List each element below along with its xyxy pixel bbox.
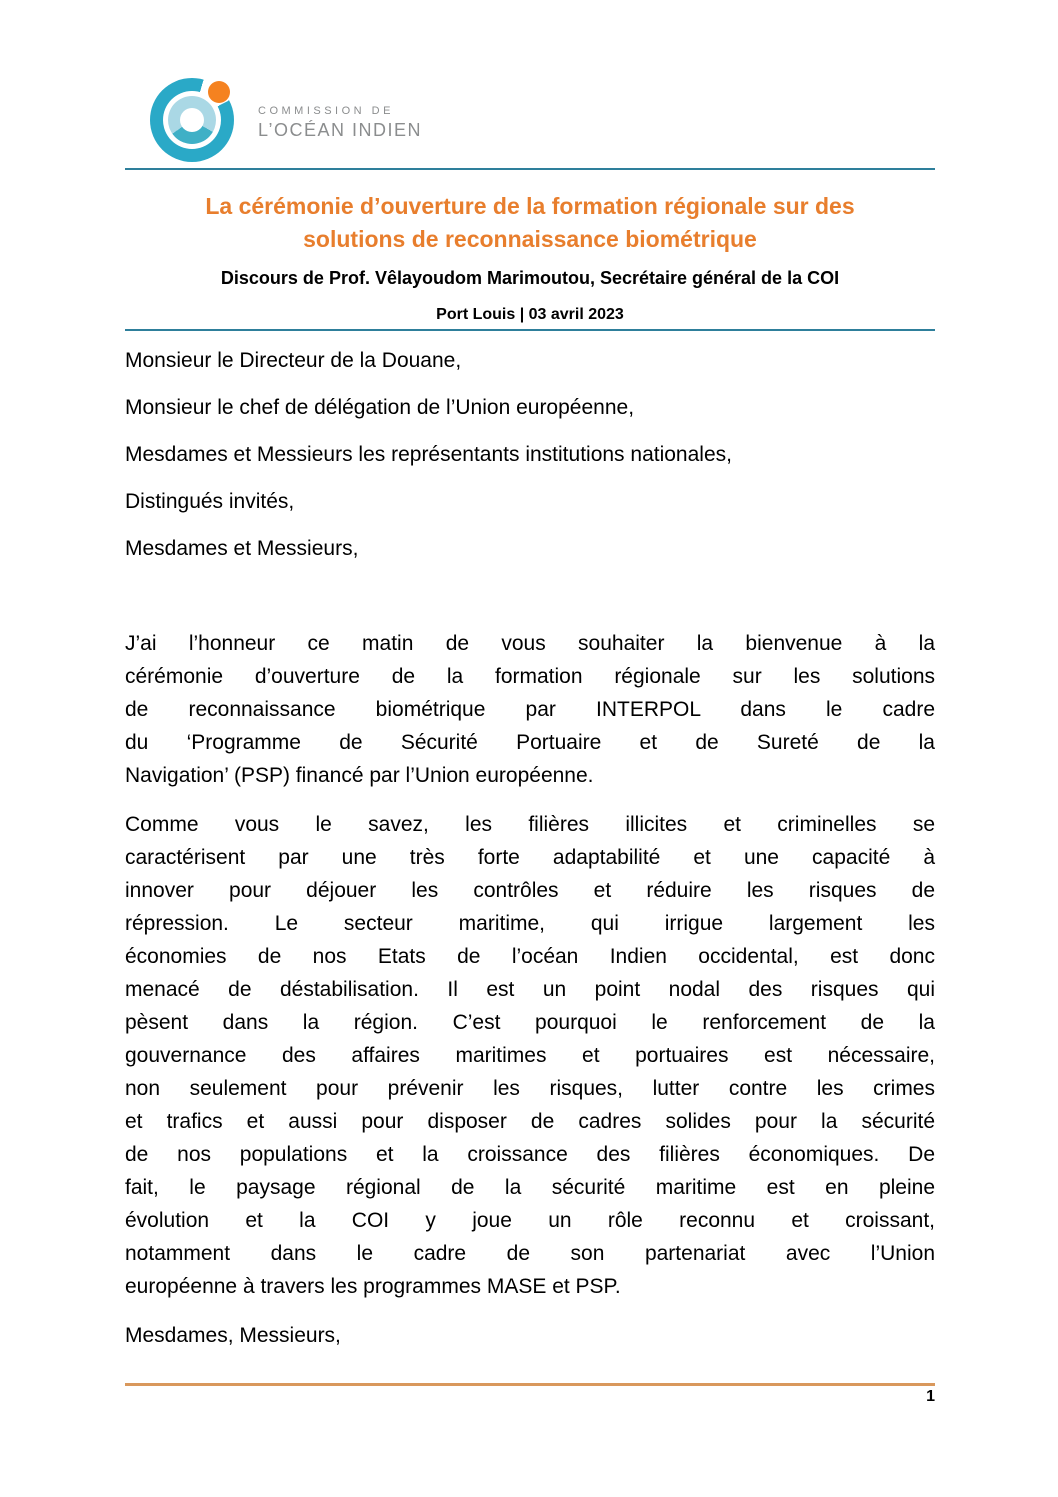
footer-rule [125, 1383, 935, 1386]
body-line: non seulement pour prévenir les risques, lutter contre les crimes [125, 1077, 935, 1100]
logo-org-name [258, 99, 422, 141]
salutation-line: Mesdames et Messieurs, [125, 537, 359, 560]
body-paragraph [125, 627, 935, 792]
document-title [125, 190, 935, 256]
body-line: notamment dans le cadre de son partenariat avec l’Union [125, 1242, 935, 1265]
header-rule-top [125, 168, 935, 170]
body-line: fait, le paysage régional de la sécurité maritime est en pleine [125, 1176, 935, 1199]
body-line: répression. Le secteur maritime, qui irrigue largement les [125, 912, 935, 935]
page-footer [125, 1383, 935, 1406]
body-line: cérémonie d’ouverture de la formation régionale sur les solutions [125, 665, 935, 688]
body-line: J’ai l’honneur ce matin de vous souhaiter la bienvenue à la [125, 632, 935, 655]
body-line: européenne à travers les programmes MASE et PSP. [125, 1275, 621, 1298]
body-line: économies de nos Etats de l’océan Indien occidental, est donc [125, 945, 935, 968]
closing-salutation: Mesdames, Messieurs, [125, 1324, 341, 1347]
header-rule-bottom [125, 329, 935, 331]
body-line: caractérisent par une très forte adaptabilité et une capacité à [125, 846, 935, 869]
logo-center [180, 108, 204, 132]
document-title-line2: solutions de reconnaissance biométrique [303, 226, 757, 252]
blank-line-spacer [125, 579, 935, 627]
salutation-line: Mesdames et Messieurs les représentants institutions nationales, [125, 443, 732, 466]
body-line: Comme vous le savez, les filières illicites et criminelles se [125, 813, 935, 836]
salutation-line: Distingués invités, [125, 490, 295, 513]
body-line: gouvernance des affaires maritimes et portuaires est nécessaire, [125, 1044, 935, 1067]
body-line: innover pour déjouer les contrôles et réduire les risques de [125, 879, 935, 902]
body-line: Navigation’ (PSP) financé par l’Union européenne. [125, 764, 594, 787]
page-number: 1 [926, 1388, 935, 1405]
coi-logo [150, 78, 234, 162]
salutation-line: Monsieur le chef de délégation de l’Union européenne, [125, 396, 635, 419]
salutations-list [125, 344, 935, 565]
body-line: du ‘Programme de Sécurité Portuaire et de Sureté de la [125, 731, 935, 754]
body-line: évolution et la COI y joue un rôle reconnu et croissant, [125, 1209, 935, 1232]
document-title-line1: La cérémonie d’ouverture de la formation régionale sur des [205, 193, 855, 219]
body-line: menacé de déstabilisation. Il est un point nodal des risques qui [125, 978, 935, 1001]
org-name-line1: COMMISSION DE [258, 105, 394, 117]
document-subtitle: Discours de Prof. Vêlayoudom Marimoutou, Secrétaire général de la COI [220, 268, 840, 288]
body-line: et trafics et aussi pour disposer de cadres solides pour la sécurité [125, 1110, 935, 1133]
org-name-line2: L’OCÉAN INDIEN [258, 120, 423, 140]
body-line: pèsent dans la région. C’est pourquoi le renforcement de la [125, 1011, 935, 1034]
body-line: de reconnaissance biométrique par INTERPOL dans le cadre [125, 698, 935, 721]
salutation-line: Monsieur le Directeur de la Douane, [125, 349, 462, 372]
document-dateline: Port Louis | 03 avril 2023 [436, 306, 624, 323]
body-line: de nos populations et la croissance des filières économiques. De [125, 1143, 935, 1166]
body-paragraph [125, 808, 935, 1303]
body-paragraphs [125, 627, 935, 1303]
logo-orange-dot-icon [208, 81, 230, 103]
coi-logo-block [150, 78, 935, 162]
